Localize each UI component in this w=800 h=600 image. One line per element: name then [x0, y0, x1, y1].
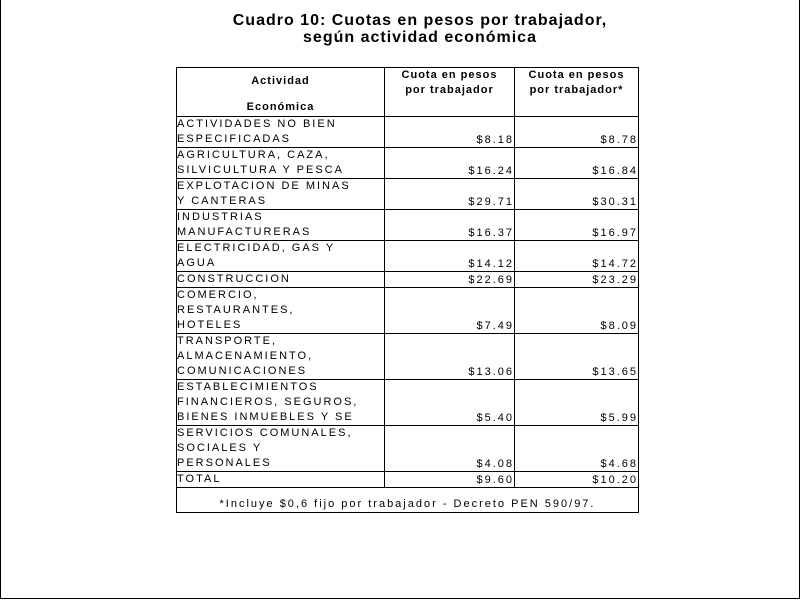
- header-quota-total: [515, 68, 639, 117]
- quota-cell: $5.40: [385, 380, 515, 426]
- quota-total-cell: $4.68: [515, 426, 639, 472]
- quota-cell: $4.08: [385, 426, 515, 472]
- table-row: [177, 472, 639, 488]
- quota-cell: $16.24: [385, 148, 515, 179]
- quota-total-cell: $30.31: [515, 179, 639, 210]
- table-row: [177, 334, 639, 380]
- activity-name-cell: ESTABLECIMIENTOS FINANCIEROS, SEGUROS, BIENES INMUEBLES Y SE: [177, 380, 385, 426]
- activity-name-cell: ACTIVIDADES NO BIEN ESPECIFICADAS: [177, 117, 385, 148]
- activity-name-cell: INDUSTRIAS MANUFACTURERAS: [177, 210, 385, 241]
- quota-table: [176, 67, 639, 513]
- quota-cell: $7.49: [385, 288, 515, 334]
- table-row: [177, 179, 639, 210]
- footnote: *Incluye $0,6 fijo por trabajador - Decreto PEN 590/97.: [177, 488, 639, 513]
- title-line-2: según actividad económica: [303, 29, 537, 46]
- table-row: [177, 288, 639, 334]
- table-row: [177, 426, 639, 472]
- header-activity-line-1: Actividad: [251, 75, 310, 87]
- table-header-row: [177, 68, 639, 117]
- header-quota-line-1: Cuota en pesos: [401, 69, 498, 81]
- activity-name-cell: SERVICIOS COMUNALES, SOCIALES Y PERSONALES: [177, 426, 385, 472]
- header-quota: [385, 68, 515, 117]
- header-quota-total-line-2: por trabajador*: [529, 84, 624, 96]
- table-row: [177, 272, 639, 288]
- header-quota-line-2: por trabajador: [405, 84, 494, 96]
- table-row: [177, 241, 639, 272]
- activity-name-cell: CONSTRUCCION: [177, 272, 385, 288]
- quota-total-cell: $14.72: [515, 241, 639, 272]
- table-row: [177, 380, 639, 426]
- page-title: [0, 12, 800, 46]
- header-activity-line-2: Económica: [246, 101, 315, 113]
- header-quota-total-line-1: Cuota en pesos: [528, 69, 625, 81]
- quota-total-cell: $10.20: [515, 472, 639, 488]
- quota-cell: $29.71: [385, 179, 515, 210]
- activity-name-cell: TOTAL: [177, 472, 385, 488]
- quota-cell: $13.06: [385, 334, 515, 380]
- activity-name-cell: TRANSPORTE, ALMACENAMIENTO, COMUNICACIONES: [177, 334, 385, 380]
- activity-name-cell: ELECTRICIDAD, GAS Y AGUA: [177, 241, 385, 272]
- quota-total-cell: $23.29: [515, 272, 639, 288]
- activity-name-cell: EXPLOTACION DE MINAS Y CANTERAS: [177, 179, 385, 210]
- quota-total-cell: $8.09: [515, 288, 639, 334]
- quota-total-cell: $5.99: [515, 380, 639, 426]
- quota-total-cell: $8.78: [515, 117, 639, 148]
- activity-name-cell: AGRICULTURA, CAZA, SILVICULTURA Y PESCA: [177, 148, 385, 179]
- quota-cell: $16.37: [385, 210, 515, 241]
- footnote-row: [177, 488, 639, 513]
- quota-total-cell: $16.97: [515, 210, 639, 241]
- quota-cell: $14.12: [385, 241, 515, 272]
- header-activity: [177, 68, 385, 117]
- quota-cell: $22.69: [385, 272, 515, 288]
- quota-cell: $8.18: [385, 117, 515, 148]
- title-line-1: Cuadro 10: Cuotas en pesos por trabajador,: [232, 12, 608, 29]
- quota-total-cell: $16.84: [515, 148, 639, 179]
- quota-total-cell: $13.65: [515, 334, 639, 380]
- table-row: [177, 148, 639, 179]
- table-row: [177, 117, 639, 148]
- activity-name-cell: COMERCIO, RESTAURANTES, HOTELES: [177, 288, 385, 334]
- table-row: [177, 210, 639, 241]
- quota-cell: $9.60: [385, 472, 515, 488]
